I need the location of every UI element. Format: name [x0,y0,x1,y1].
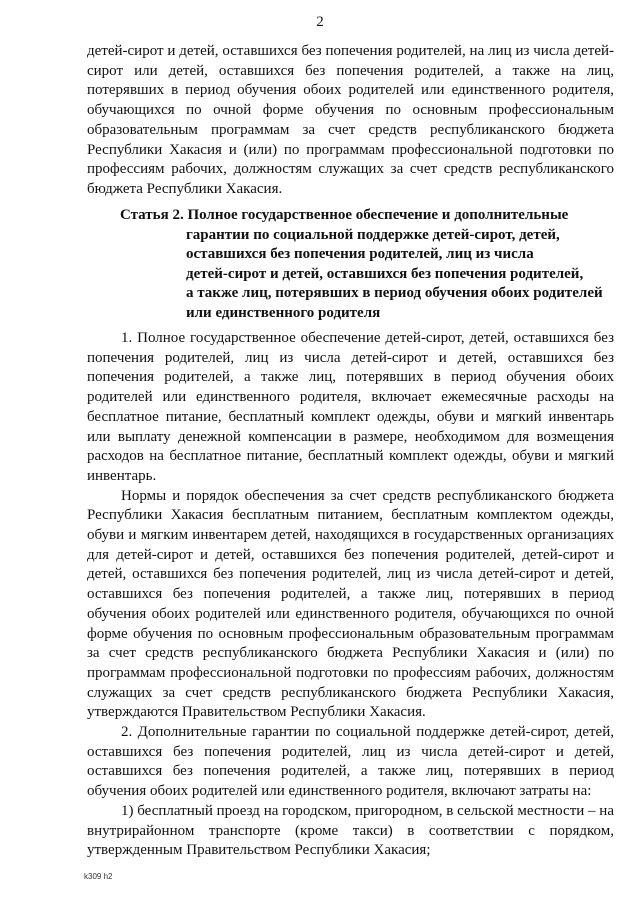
article-heading [120,206,603,324]
article-heading-line: а также лиц, потерявших в период обучения обоих родителей [186,285,603,302]
article-heading-line: Статья 2. Полное государственное обеспечение и дополнительные [120,207,569,223]
page-number: 2 [316,14,324,30]
paragraph-2: Нормы и порядок обеспечения за счет средств республиканского бюджета Республики Хакасия бесплатным питанием, бесплатным комплектом одежды, обуви и мягким инвентарем детей, находящихся в государственных организациях для детей-сирот и детей, оставшихся без попечения родителей, детей-сирот и детей, оставшихся без попечения родителей, лиц из числа детей-сирот и детей, оставшихся без попечения родителей, а также лиц, потерявших в период обучения обоих родителей или единственного родителя, обучающихся по очной форме обучения по основным профессиональным образовательным программам за счет средств республиканского бюджета Республики Хакасия и (или) по программам профессиональной подготовки по профессиям рабочих, должностям служащих за счет средств республиканского бюджета Республики Хакасия, утверждаются Правительством Республики Хакасия. [87,487,614,721]
footer-code: k309 h2 [84,872,113,881]
paragraph-3: 2. Дополнительные гарантии по социальной поддержке детей-сирот, детей, оставшихся без попечения родителей, лиц из числа детей-сирот и детей, оставшихся без попечения родителей, а также лиц, потерявших в период обучения обоих родителей или единственного родителя, включают затраты на: [87,724,614,800]
article-heading-line: детей-сирот и детей, оставшихся без попечения родителей, [186,265,584,282]
paragraph-4: 1) бесплатный проезд на городском, пригородном, в сельской местности – на внутрирайонном транспорте (кроме такси) в соответствии с порядком, утвержденным Правительством Республики Хакасия; [87,802,614,859]
article-heading-line: оставшихся без попечения родителей, лиц из числа [186,246,534,263]
body-text [87,329,614,861]
article-heading-line: или единственного родителя [186,304,381,321]
paragraph-1: 1. Полное государственное обеспечение детей-сирот, детей, оставшихся без попечения родителей, лиц из числа детей-сирот и детей, оставшихся без попечения родителей, а также лиц, потерявших в период обучения обоих родителей или единственного родителя, включает ежемесячные расходы на бесплатное питание, бесплатный комплект одежды, обуви и мягкий инвентарь или выплату денежной компенсации в размере, необходимом для возмещения расходов на бесплатное питание, бесплатный комплект одежды, обуви и мягкий инвентарь. [87,330,614,484]
article-heading-line: гарантии по социальной поддержке детей-сирот, детей, [186,226,560,243]
intro-paragraph: детей-сирот и детей, оставшихся без попечения родителей, на лиц из числа детей-сирот или детей, оставшихся без попечения родителей, а также на лиц, потерявших в период обучения обоих родителей или единственного родителя, обучающихся по очной форме обучения по основным профессиональным образовательным программам за счет средств республиканского бюджета Республики Хакасия и (или) по программам профессиональной подготовки по профессиям рабочих, должностям служащих за счет средств республиканского бюджета Республики Хакасия. [87,43,614,197]
